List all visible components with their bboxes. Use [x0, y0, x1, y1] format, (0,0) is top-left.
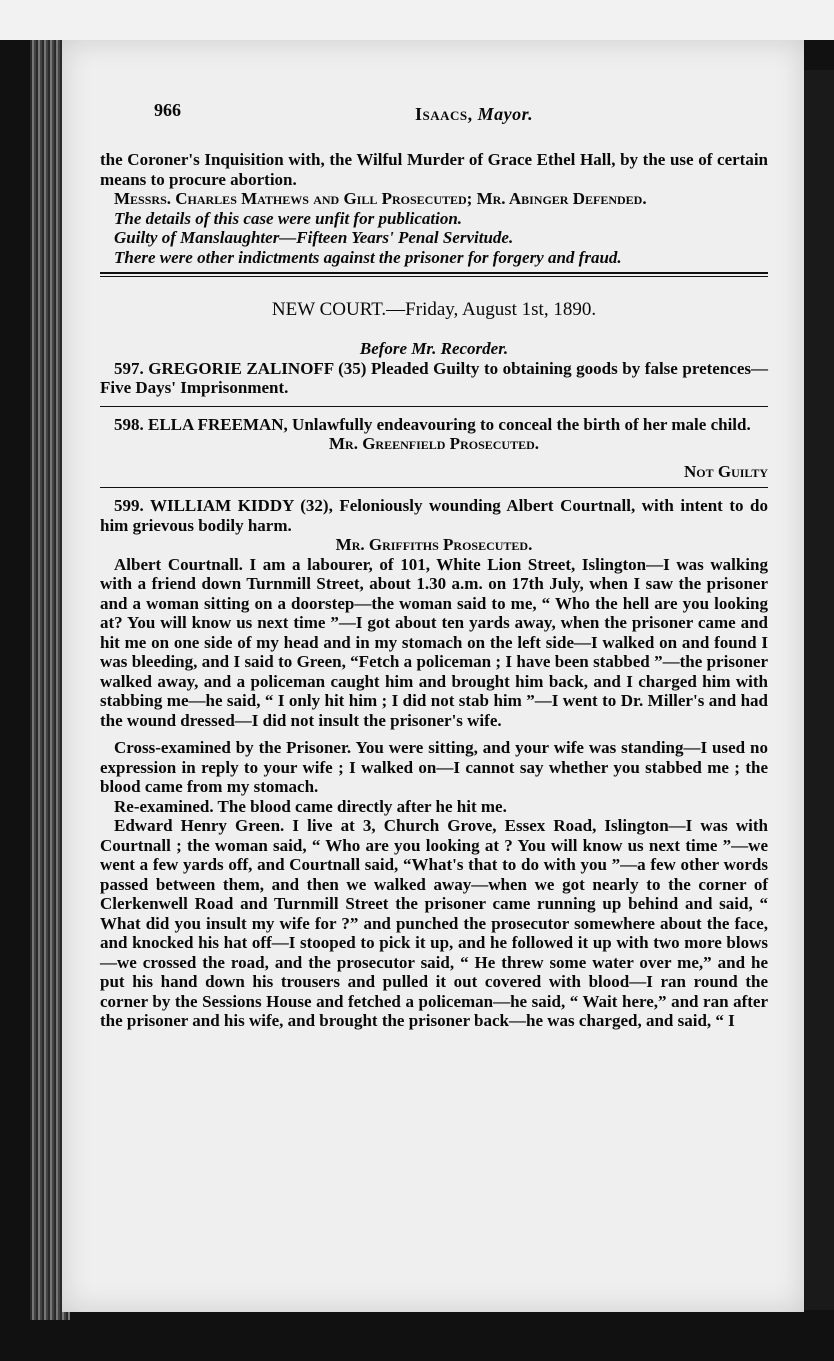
case-598-counsel: Mr. Greenfield Prosecuted.	[328, 434, 540, 453]
testimony-courtnall: Albert Courtnall. I am a labourer, of 101, White Lion Street, Islington—I was walking with a friend down Turnmill Street, about 1.30 a.m. on 17th July, when I saw the prisoner and a woman sitting on a doorstep—the woman said to me, “ Who the hell are you looking at? You will know us next time ”—I got about ten yards away, when the prisoner came and hit me on one side of my head and in my stomach on the left side—I walked on and found I was bleeding, and I said to Green, “Fetch a policeman ; I have been stabbed ”—the prisoner walked away, and a policeman caught him and brought him back, and I charged him with stabbing me—he said, “ I only hit him ; I did not stab him ”—I went to Dr. Miller's and had the wound dressed—I did not insult the prisoner's wife.	[100, 554, 768, 730]
page-content	[100, 60, 768, 1031]
top-case-verdict: Guilty of Manslaughter—Fifteen Years' Penal Servitude.	[114, 228, 514, 247]
testimony-green: Edward Henry Green. I live at 3, Church Grove, Essex Road, Islington—I was with Courtnall ; the woman said, “ Who are you looking at ? You will know us next time ”—we went a few yards off, and Courtnall said, “What's that to do with you ”—a few other words passed between them, and then we walked away—when we got nearly to the corner of Clerkenwell Road and Turnmill Street the prisoner came running up behind and said, “ What did you insult my wife for ?” and punched the prosecutor somewhere about the face, and knocked his hat off—I stooped to pick it up, and he followed it up with two more blows—we crossed the road, and the prosecutor said, “ He threw some water over me,” and he put his hand down his trousers and pulled it out covered with blood—I ran round the corner by the Sessions House and fetched a policeman—he said, “ Wait here,” and ran after the prisoner and his wife, and brought the prisoner back—he was charged, and said, “ I	[100, 816, 768, 1030]
case-597: 597. GREGORIE ZALINOFF (35) Pleaded Guilty to obtaining goods by false pretences—Five Days' Imprisonment.	[100, 358, 768, 397]
top-case-note: The details of this case were unfit for publication.	[114, 208, 463, 228]
top-case-note2: There were other indictments against the prisoner for forgery and fraud.	[114, 247, 622, 267]
court-heading: NEW COURT.—Friday, August 1st, 1890.	[271, 299, 597, 320]
top-case-text: the Coroner's Inquisition with, the Wilful Murder of Grace Ethel Hall, by the use of certain means to procure abortion.	[100, 150, 768, 189]
divider	[100, 406, 768, 407]
divider	[100, 487, 768, 488]
scan-top-strip	[0, 0, 834, 40]
page-number: 966	[154, 100, 181, 120]
running-title: Isaacs, Mayor.	[415, 104, 534, 124]
divider	[100, 272, 768, 274]
case-598: 598. ELLA FREEMAN, Unlawfully endeavouring to conceal the birth of her male child.	[114, 414, 751, 434]
before-recorder: Before Mr. Recorder.	[359, 339, 509, 358]
case-599-counsel: Mr. Griffiths Prosecuted.	[335, 535, 533, 554]
divider	[100, 276, 768, 277]
case-598-verdict: Not Guilty	[684, 461, 768, 481]
page-header	[100, 60, 768, 122]
case-599: 599. WILLIAM KIDDY (32), Feloniously wounding Albert Courtnall, with intent to do him grievous bodily harm.	[100, 496, 768, 535]
re-examination: Re-examined. The blood came directly after he hit me.	[114, 796, 507, 816]
top-case	[100, 150, 768, 267]
top-case-counsel: Messrs. Charles Mathews and Gill Prosecuted; Mr. Abinger Defended.	[114, 189, 647, 208]
cross-examination: Cross-examined by the Prisoner. You were sitting, and your wife was standing—I used no expression in reply to your wife ; I walked on—I cannot say whether you stabbed me ; the blood came from my stomach.	[100, 738, 768, 796]
